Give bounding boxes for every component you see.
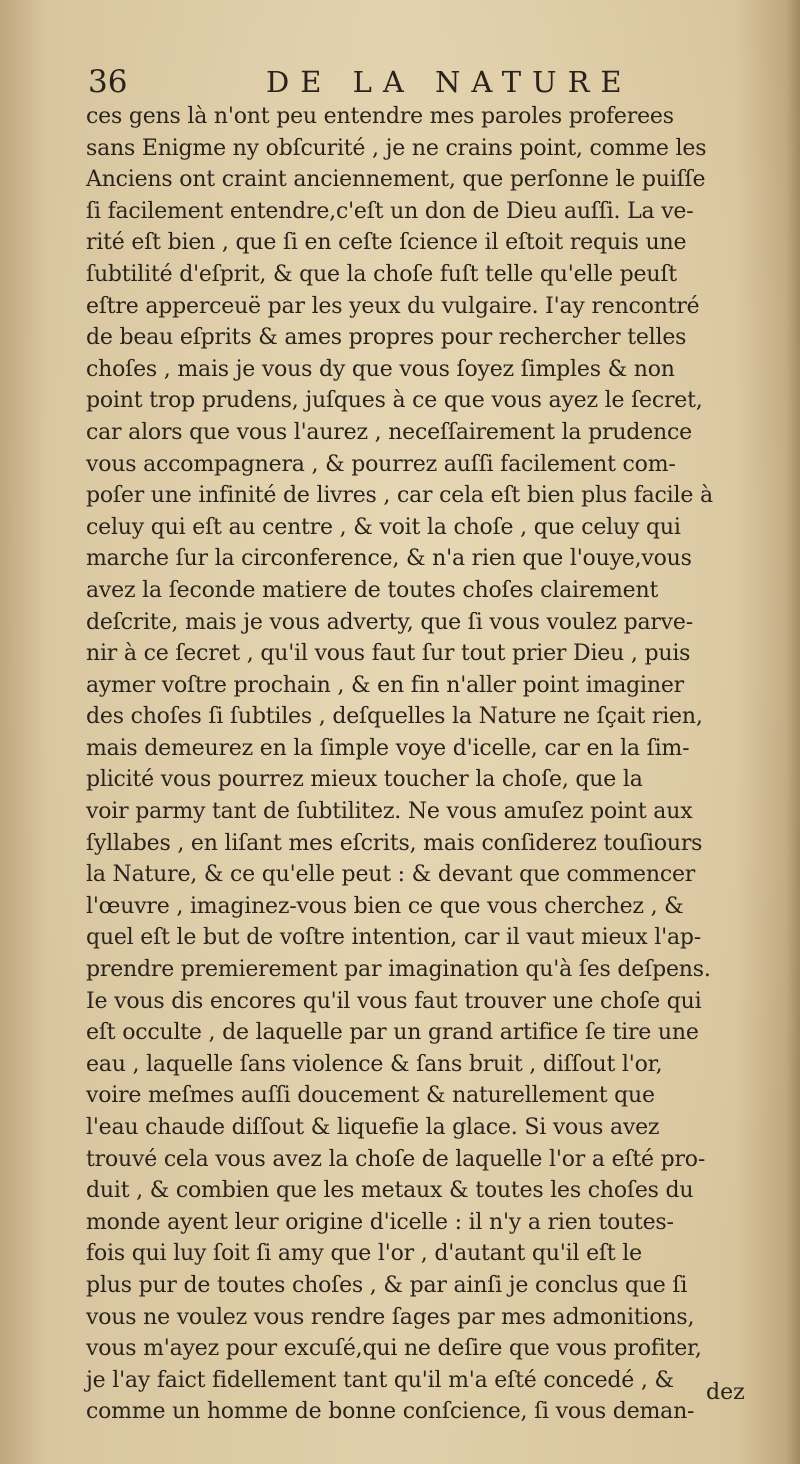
text-line: mais demeurez en la ſimple voye d'icelle, car en la ſim-: [86, 735, 690, 761]
text-line: point trop prudens, juſques à ce que vous ayez le ſecret,: [86, 388, 703, 414]
text-line: monde ayent leur origine d'icelle : il n'y a rien toutes-: [86, 1209, 674, 1235]
text-line: vous ne voulez vous rendre ſages par mes admonitions,: [86, 1304, 695, 1330]
text-line: ſi facilement entendre,c'eſt un don de Dieu auſſi. La ve-: [86, 198, 694, 224]
catchword: dez: [706, 1380, 745, 1405]
text-line: l'eau chaude diſſout & liquefie la glace. Si vous avez: [86, 1115, 660, 1140]
text-line: sans Enigme ny obſcurité , je ne crains point, comme les: [86, 135, 707, 161]
text-line: plicité vous pourrez mieux toucher la choſe, que la: [86, 767, 643, 793]
page-header: [88, 62, 728, 102]
text-line: ſubtilité d'eſprit, & que la choſe fuſt telle qu'elle peuſt: [86, 261, 677, 287]
text-line: marche ſur la circonference, & n'a rien que l'ouye,vous: [86, 546, 692, 572]
text-line: car alors que vous l'aurez , neceſſairement la prudence: [86, 419, 692, 445]
text-line: vous accompagnera , & pourrez auſſi facilement com-: [86, 451, 676, 477]
text-line: la Nature, & ce qu'elle peut : & devant que commencer: [86, 862, 696, 888]
text-line: eau , laquelle ſans violence & ſans bruit , diſſout l'or,: [86, 1051, 663, 1077]
text-line: vous m'ayez pour excuſé,qui ne deſire que vous profiter,: [86, 1336, 702, 1362]
text-line: trouvé cela vous avez la choſe de laquelle l'or a eſté pro-: [86, 1146, 706, 1172]
page-number: 36: [88, 64, 128, 100]
body-text: [86, 101, 776, 1428]
text-line: je l'ay faict fidellement tant qu'il m'a eſté concedé , &: [86, 1367, 674, 1393]
text-line: aymer voſtre prochain , & en fin n'aller point imaginer: [86, 672, 684, 698]
text-line: poſer une infinité de livres , car cela eſt bien plus facile à: [86, 483, 713, 509]
text-line: nir à ce ſecret , qu'il vous faut ſur tout prier Dieu , puis: [86, 641, 691, 667]
text-line: l'œuvre , imaginez-vous bien ce que vous cherchez , &: [86, 893, 684, 919]
text-line: fois qui luy ſoit ſi amy que l'or , d'autant qu'il eſt le: [86, 1241, 642, 1267]
text-line: plus pur de toutes choſes , & par ainſi je conclus que ſi: [86, 1272, 688, 1298]
text-line: rité eſt bien , que ſi en ceſte ſcience il eſtoit requis une: [86, 230, 687, 256]
text-line: voir parmy tant de ſubtilitez. Ne vous amuſez point aux: [86, 799, 693, 825]
running-title: DE LA NATURE: [266, 65, 633, 99]
text-line: prendre premierement par imagination qu'à ſes deſpens.: [86, 957, 711, 983]
text-line: avez la ſeconde matiere de toutes choſes clairement: [86, 577, 659, 603]
text-line: Anciens ont craint anciennement, que perſonne le puiſſe: [86, 167, 706, 193]
text-line: eſtre apperceuë par les yeux du vulgaire. I'ay rencontré: [86, 293, 700, 319]
text-line: ſyllabes , en liſant mes eſcrits, mais conſiderez touſiours: [86, 830, 703, 856]
text-line: quel eſt le but de voſtre intention, car il vaut mieux l'ap-: [86, 925, 701, 951]
text-line: celuy qui eſt au centre , & voit la choſe , que celuy qui: [86, 514, 681, 540]
text-line: comme un homme de bonne conſcience, ſi vous deman-: [86, 1399, 695, 1425]
text-line: eſt occulte , de laquelle par un grand artifice ſe tire une: [86, 1020, 699, 1046]
text-line: choſes , mais je vous dy que vous ſoyez ſimples & non: [86, 356, 675, 382]
text-line: voire meſmes auſſi doucement & naturellement que: [86, 1083, 655, 1109]
text-line: Ie vous dis encores qu'il vous faut trouver une choſe qui: [86, 988, 702, 1014]
text-line: deſcrite, mais je vous adverty, que ſi vous voulez parve-: [86, 609, 693, 635]
text-line: ces gens là n'ont peu entendre mes paroles proferees: [86, 104, 674, 129]
text-line: des choſes ſi ſubtiles , deſquelles la Nature ne ſçait rien,: [86, 704, 703, 730]
text-line: de beau eſprits & ames propres pour rechercher telles: [86, 325, 687, 351]
text-line: duit , & combien que les metaux & toutes les choſes du: [86, 1178, 694, 1204]
